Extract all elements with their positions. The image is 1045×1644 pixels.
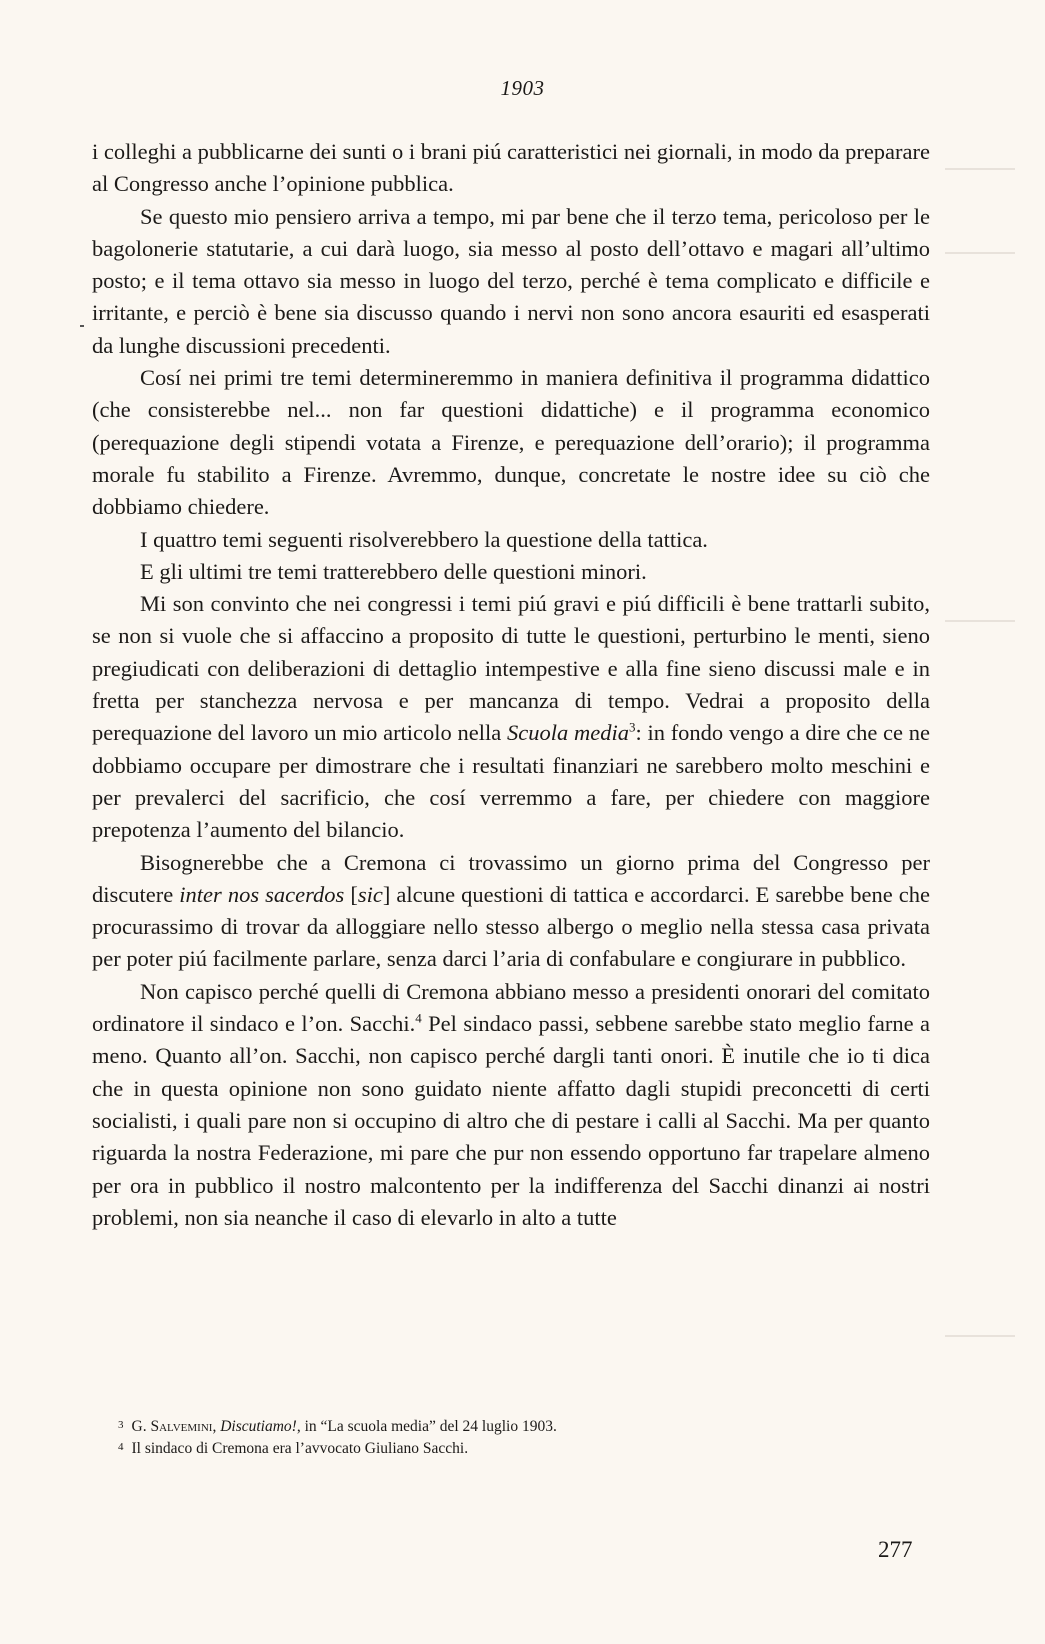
sic-mark: sic <box>357 881 383 907</box>
bleed-through <box>945 620 1015 622</box>
paragraph <box>92 588 930 846</box>
paragraph-text: alcune questioni di tattica e accordarci. E sarebbe bene che procurassimo di trovar da alloggiare nello stesso albergo o meglio nella stessa casa privata per poter piú facilmente parlare, senza darci l’aria di confabulare e congiurare in pubblico. <box>92 881 930 972</box>
journal-title: Scuola media <box>507 720 629 746</box>
footnote-mark: 4 <box>118 1441 124 1453</box>
paragraph: i colleghi a pubblicarne dei sunti o i brani piú caratteristici nei giornali, in modo da preparare al Congresso anche l’opinione pubblica. <box>92 139 930 197</box>
bracket-open: [ <box>344 881 358 907</box>
citation-rest: , in “La scuola media” del 24 luglio 1903. <box>296 1418 557 1435</box>
article-title: Discutiamo! <box>220 1418 297 1435</box>
page-number: 277 <box>878 1537 913 1562</box>
paragraph <box>92 847 930 976</box>
footnote-ref: 4 <box>415 1010 422 1026</box>
author-initial: G. <box>131 1418 151 1435</box>
footnote-mark: 3 <box>118 1419 124 1431</box>
paragraph: E gli ultimi tre temi tratterebbero delle questioni minori. <box>140 558 647 584</box>
bleed-through <box>945 1335 1015 1337</box>
paragraph-text: : in fondo vengo a dire che ce ne dobbiamo occupare per dimostrare che i resultati finanziari ne sarebbero molto meschini e per prevalerci del sacrificio, che cosí verremmo a fare, per chiedere con maggiore prepotenza l’aumento del bilancio. <box>92 720 930 843</box>
paragraph-text: Bisognerebbe che a Cremona ci trovassimo un giorno prima del Congresso per discutere <box>92 849 930 907</box>
footnote <box>92 1415 930 1437</box>
separator: , <box>212 1418 221 1435</box>
paragraph-text: Non capisco perché quelli di Cremona abbiano messo a presidenti onorari del comitato ordinatore il sindaco e l’on. Sacchi. <box>92 978 930 1037</box>
paragraph <box>92 976 930 1234</box>
body-text <box>92 136 930 1234</box>
footnote <box>92 1437 930 1459</box>
paragraph: Cosí nei primi tre temi determineremmo in maniera definitiva il programma didattico (che consisterebbe nel... non far questioni didattiche) e il programma economico (perequazione degli stipendi votata a Firenze, e perequazione dell’orario); il programma morale fu stabilito a Firenze. Avremmo, dunque, concretate le nostre idee su ciò che dobbiamo chiedere. <box>92 365 930 520</box>
bracket-close: ] <box>382 881 391 907</box>
running-head-year: 1903 <box>500 76 545 100</box>
paragraph-text: Mi son convinto che nei congressi i temi piú gravi e piú difficili è bene trattarli subito, se non si vuole che si affaccino a proposito di tutte le questioni, perturbino le menti, sieno pregiudicati con deliberazioni di dettaglio intempestive e alla fine sieno discussi male e in fretta per stanchezza nervosa e per mancanza di tempo. Vedrai a proposito della perequazione del lavoro un mio articolo nella <box>92 591 930 746</box>
paragraph: Se questo mio pensiero arriva a tempo, mi par bene che il terzo tema, pericoloso per le bagolonerie statutarie, a cui darà luogo, sia messo al posto dell’ottavo e magari all’ultimo posto; e il tema ottavo sia messo in luogo del terzo, perché è tema complicato e difficile e irritante, e perciò è bene sia discusso quando i nervi non sono ancora esauriti ed esasperati da lunghe discussioni precedenti. <box>92 203 930 358</box>
footnote-ref: 3 <box>628 719 636 735</box>
margin-mark <box>80 325 84 327</box>
footnotes <box>92 1415 930 1459</box>
bleed-through <box>945 168 1015 170</box>
footnote-text: Il sindaco di Cremona era l’avvocato Giuliano Sacchi. <box>131 1440 469 1457</box>
paragraph-text: Pel sindaco passi, sebbene sarebbe stato meglio farne a meno. Quanto all’on. Sacchi, non capisco perché dargli tanti onori. È inutile che io ti dica che in questa opinione non sono guidato niente affatto dagli stupidi preconcetti di certi socialisti, i quali pare non si occupino di altro che di pestare i calli al Sacchi. Ma per quanto riguarda la nostra Federazione, mi pare che pur non essendo opportuno far trapelare almeno per ora in pubblico il nostro malcontento per la indifferenza del Sacchi dinanzi ai nostri problemi, non sia neanche il caso di elevarlo in alto a tutte <box>92 1011 930 1230</box>
latin-phrase: inter nos sacerdos <box>179 881 345 907</box>
author-name: Salvemini <box>150 1418 213 1435</box>
paragraph: I quattro temi seguenti risolverebbero la questione della tattica. <box>140 526 708 552</box>
bleed-through <box>945 252 1015 254</box>
